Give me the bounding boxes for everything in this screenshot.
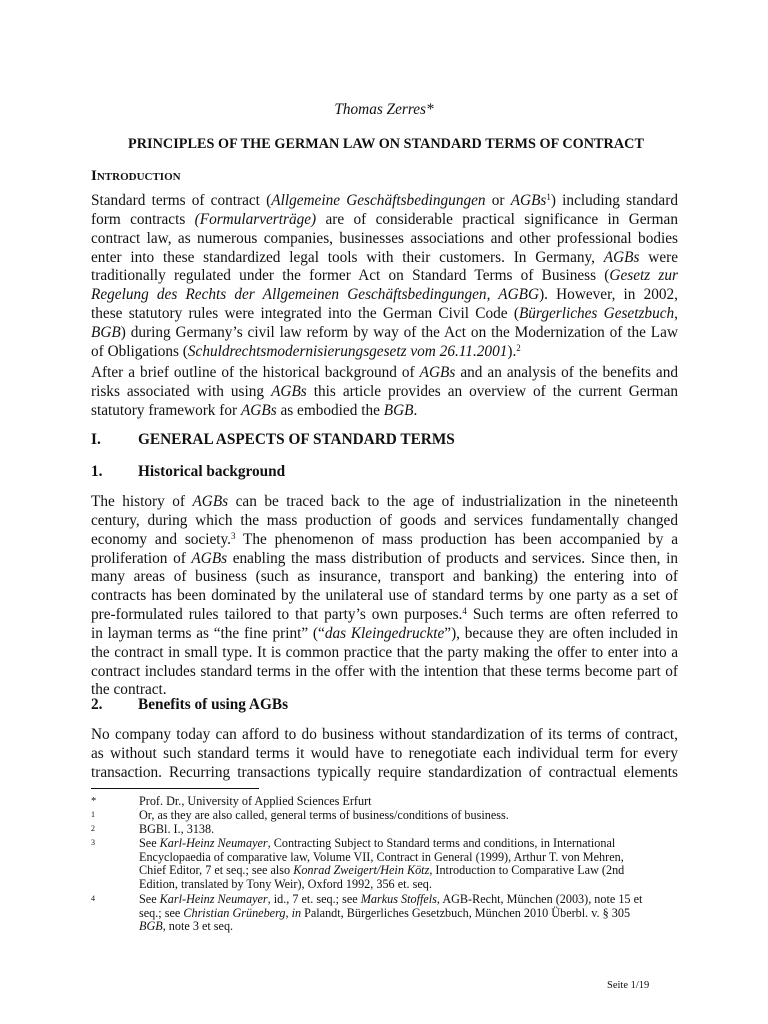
- footnote-mark: *: [91, 796, 97, 807]
- footnote-mark: 3: [91, 838, 95, 847]
- text-line: the contract.: [91, 681, 167, 699]
- footnote-2: [91, 823, 681, 837]
- footnote-4: [91, 893, 681, 935]
- text-line: many areas of business (such as insurance, transport and banking) the entering into of: [91, 568, 678, 586]
- text-line: No company today can afford to do business without standardization of its terms of contract,: [91, 726, 678, 743]
- text-line: of Obligations (Schuldrechtsmodernisierungsgesetz vom 26.11.2001).$^2$: [91, 342, 521, 360]
- subsection-label: Historical background: [138, 463, 286, 480]
- intro-paragraph-2: [91, 364, 678, 421]
- text-line: contract law, as numerous companies, businesses associations and other professional bodies: [91, 229, 678, 247]
- text-line: After a brief outline of the historical background of AGBs and an analysis of the benefits and: [91, 364, 679, 381]
- text-line: Regelung des Rechts der Allgemeinen Geschäftsbedingungen, AGBG). However, in 2002,: [91, 286, 679, 304]
- text-line: in layman terms as “the fine print” (“das Kleingedruckte”), because they are often included in: [91, 624, 679, 642]
- footnote-text: Prof. Dr., University of Applied Sciences Erfurt: [139, 794, 372, 808]
- footnote-ref: 1: [546, 192, 551, 202]
- intro-paragraph-1: [91, 192, 678, 362]
- footnote-separator: [91, 788, 259, 789]
- footnote-text: Or, as they are also called, general terms of business/conditions of business.: [139, 808, 509, 822]
- text-line: BGB) during Germany’s civil law reform by way of the Act on the Modernization of the Law: [91, 323, 678, 341]
- text-line: traditionally regulated under the former Act on Standard Terms of Business (Gesetz zur: [91, 267, 678, 285]
- subsection-number: 2.: [91, 696, 103, 713]
- text-line: these statutory rules were integrated into the German Civil Code (Bürgerliches Gesetzbuch,: [91, 305, 678, 323]
- footnote-mark: 4: [91, 894, 95, 903]
- footnote-mark: 1: [91, 810, 95, 819]
- footnote-ref: 3: [230, 530, 236, 541]
- section-number: I.: [91, 431, 101, 448]
- text-line: The history of AGBs can be traced back to the age of industrialization in the nineteenth: [91, 493, 678, 510]
- text-line: as without such standard terms it would have to renegotiate each individual term for every: [91, 744, 678, 762]
- text-line: proliferation of AGBs enabling the mass distribution of products and services. Since then, in: [91, 549, 678, 567]
- footnote-text: See Karl-Heinz Neumayer, id., 7 et. seq.; see Markus Stoffels, AGB-Recht, München (2003), note 15 et seq.; see Christian Grüneberg, in Palandt, Bürgerliches Gesetzbuch, München 2010 Überbl. v. § 305 BGB, note 3 et seq.: [139, 892, 643, 934]
- text-line: century, during which the mass production of goods and services fundamentally changed: [91, 511, 678, 529]
- text-line: form contracts (Formularverträge) are of considerable practical significance in German: [91, 210, 678, 228]
- text-line: statutory framework for AGBs as embodied the BGB.: [91, 401, 418, 419]
- document-title: PRINCIPLES OF THE GERMAN LAW ON STANDARD TERMS OF CONTRACT: [128, 136, 644, 152]
- historical-background-paragraph: [91, 493, 678, 700]
- text-line: contract includes standard terms in the offer with the intention that these terms become part of: [91, 662, 678, 680]
- text-line: transaction. Recurring transactions typically require standardization of contractual elements: [91, 763, 678, 781]
- footnote-text: See Karl-Heinz Neumayer, Contracting Subject to Standard terms and conditions, in International Encyclopaedia of comparative law, Volume VII, Contract in General (1999), Arthur T. von Mehren, Chief Editor, 7 et seq.; see also Konrad Zweigert/Hein Kötz, Introduction to Comparative Law (2nd Edition, translated by Tony Weir), Oxford 1992, 356 et. seq.: [139, 836, 625, 891]
- footnote-3: [91, 837, 681, 893]
- text-line: pre-formulated rules tailored to that party’s own purposes.$^4$ Such terms are often referred to: [91, 606, 679, 624]
- text-line: enter into these standardized legal tools with their customers. In Germany, AGBs were: [91, 248, 678, 266]
- section-label: GENERAL ASPECTS OF STANDARD TERMS: [138, 431, 455, 448]
- author-name: Thomas Zerres*: [334, 101, 434, 118]
- text-line: the contract in small type. It is common practice that the party making the offer to enter into a: [91, 643, 678, 661]
- text-line: risks associated with using AGBs this article provides an overview of the current German: [91, 382, 679, 400]
- subsection-heading-historical-background: [91, 463, 285, 481]
- text-line: contracts has been dominated by the unilateral use of standard terms by one party as a set of: [91, 587, 678, 605]
- subsection-heading-benefits: [91, 696, 288, 714]
- section-heading-general-aspects: [91, 431, 455, 449]
- subsection-number: 1.: [91, 463, 103, 480]
- footnote-ref: 4: [462, 606, 467, 617]
- text-line: economy and society.$^3$ The phenomenon of mass production has been accompanied by a: [91, 530, 678, 548]
- page-number: Seite 1/19: [607, 980, 650, 991]
- footnote-author: [91, 795, 681, 809]
- benefits-paragraph: [91, 726, 678, 783]
- footnote-text: BGBl. I., 3138.: [139, 822, 215, 836]
- subsection-label: Benefits of using AGBs: [138, 696, 289, 713]
- footnote-ref: 2: [516, 342, 521, 353]
- introduction-heading-initial: I: [91, 168, 97, 184]
- text-line: Standard terms of contract (Allgemeine Geschäftsbedingungen or AGBs$^1$) including standard: [91, 192, 678, 209]
- footnote-1: [91, 809, 681, 823]
- introduction-heading-rest: NTRODUCTION: [96, 171, 181, 183]
- introduction-heading: [91, 168, 181, 185]
- footnote-mark: 2: [91, 824, 95, 833]
